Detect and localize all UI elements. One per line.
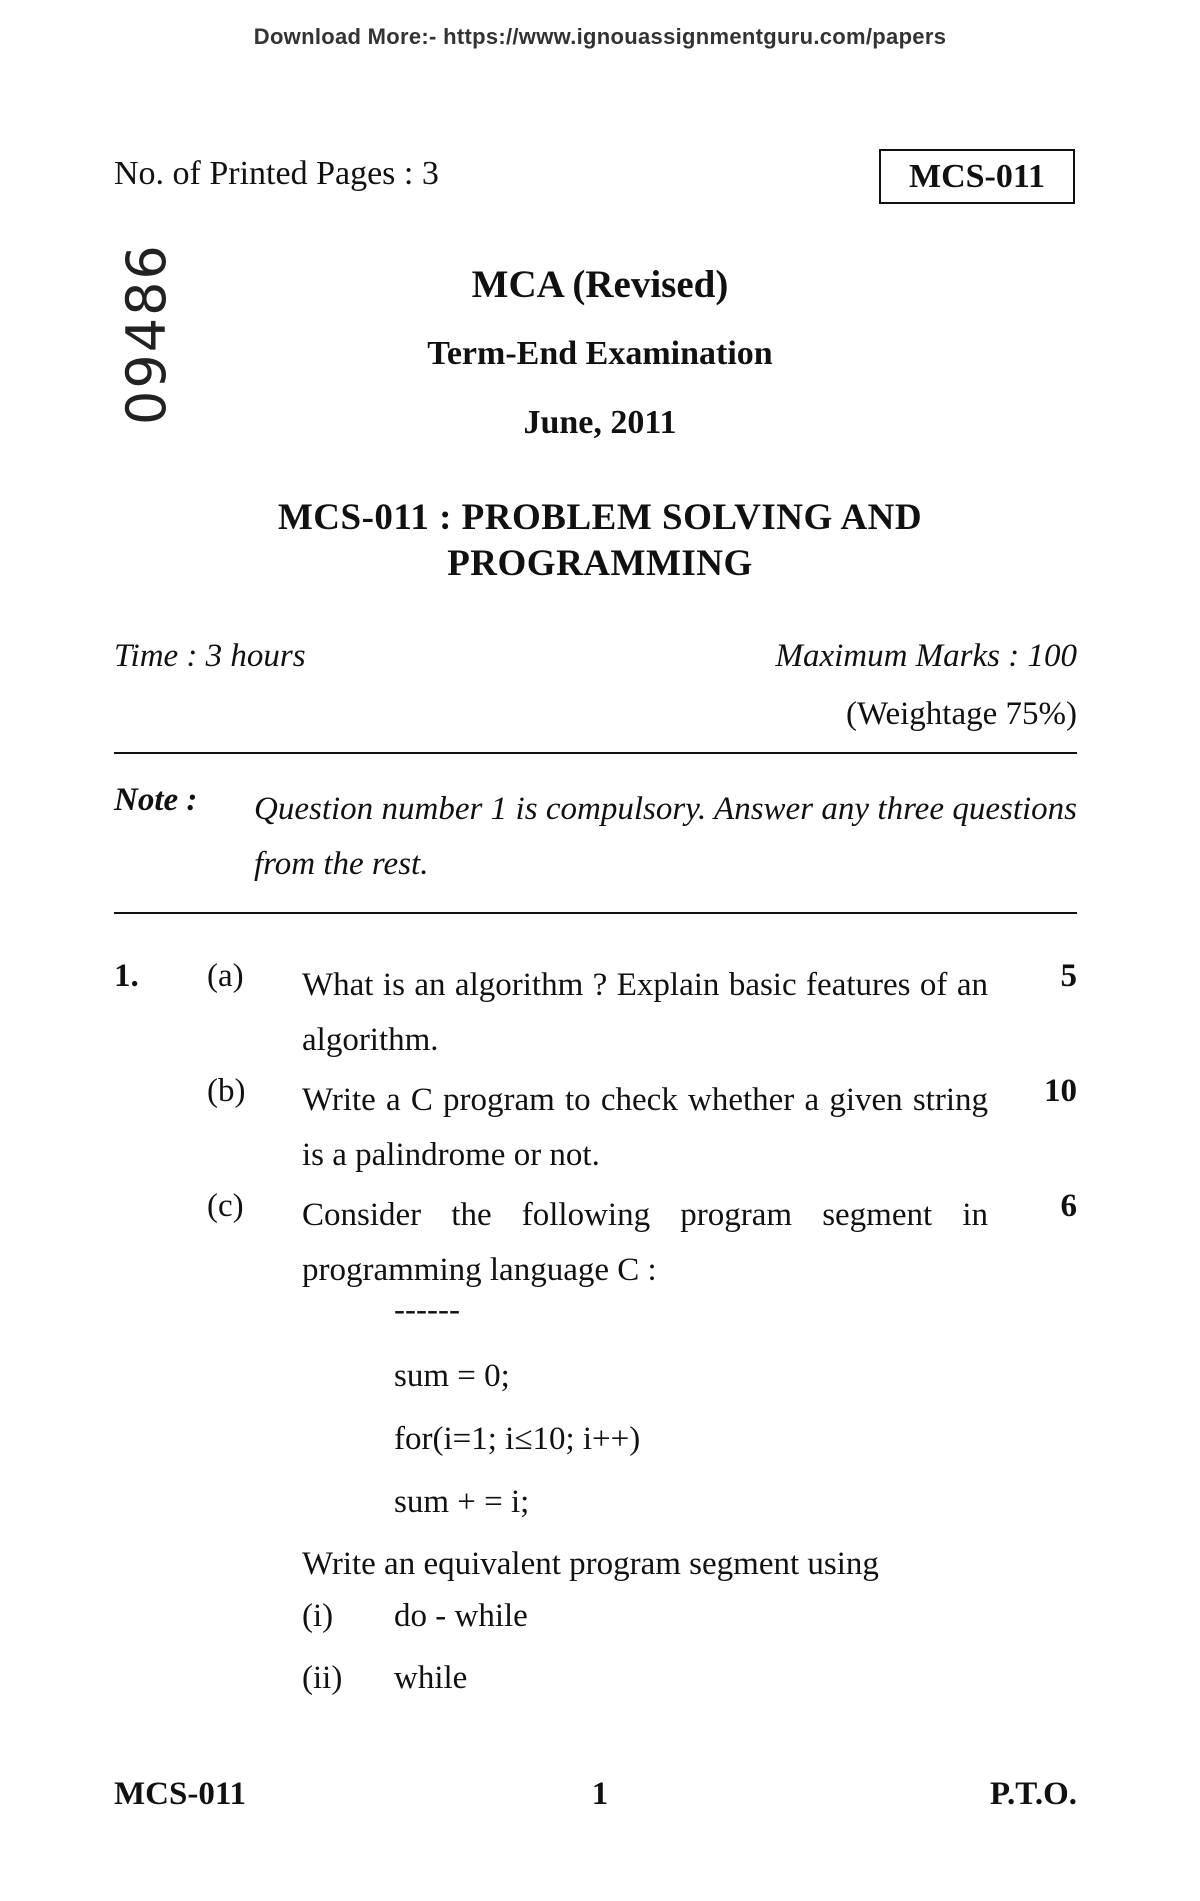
exam-title: Term-End Examination (427, 335, 773, 372)
sub-item-number: (ii) (302, 1660, 343, 1696)
code-line: sum + = i; (394, 1484, 530, 1520)
page-number: 1 (591, 1776, 609, 1812)
divider-bottom (114, 912, 1077, 914)
footer-course-code: MCS-011 (114, 1776, 246, 1812)
question-part-text: What is an algorithm ? Explain basic features of an algorithm. (302, 967, 988, 1058)
code-line: for(i=1; i≤10; i++) (394, 1421, 641, 1457)
question-part-marks: 6 (1060, 1188, 1077, 1224)
course-title-line-2: PROGRAMMING (447, 543, 753, 584)
code-line: ------ (394, 1292, 460, 1328)
note-label: Note : (114, 782, 198, 818)
question-part-text: Consider the following program segment in programming language C : (302, 1197, 988, 1288)
sub-item-text: while (394, 1660, 468, 1696)
note-text: Question number 1 is compulsory. Answer any three questions from the rest. (254, 791, 1077, 882)
programme-title: MCA (Revised) (471, 263, 729, 306)
weightage: (Weightage 75%) (846, 696, 1077, 732)
question-part-text: Write a C program to check whether a given string is a palindrome or not. (302, 1082, 988, 1173)
question-part-label: (b) (207, 1073, 246, 1109)
sub-item-text: do - while (394, 1598, 528, 1634)
question-part-marks: 5 (1060, 958, 1077, 994)
question-part-label: (a) (207, 958, 244, 994)
question-part-marks: 10 (1044, 1073, 1077, 1109)
exam-session: June, 2011 (523, 404, 677, 441)
sub-item-number: (i) (302, 1598, 334, 1634)
question-part-label: (c) (207, 1188, 244, 1224)
maximum-marks: Maximum Marks : 100 (775, 638, 1077, 674)
course-title-line-1: MCS-011 : PROBLEM SOLVING AND (277, 497, 923, 538)
please-turn-over: P.T.O. (989, 1776, 1077, 1812)
course-code-box: MCS-011 (879, 149, 1075, 204)
divider-top (114, 752, 1077, 754)
code-line: sum = 0; (394, 1358, 510, 1394)
instruction-text: Write an equivalent program segment using (302, 1546, 879, 1582)
question-number: 1. (114, 958, 139, 994)
printed-pages: No. of Printed Pages : 3 (114, 155, 439, 192)
serial-number: 09486 (115, 243, 178, 425)
download-link-text: Download More:- https://www.ignouassignmentguru.com/papers (253, 24, 947, 49)
exam-time: Time : 3 hours (114, 638, 306, 674)
